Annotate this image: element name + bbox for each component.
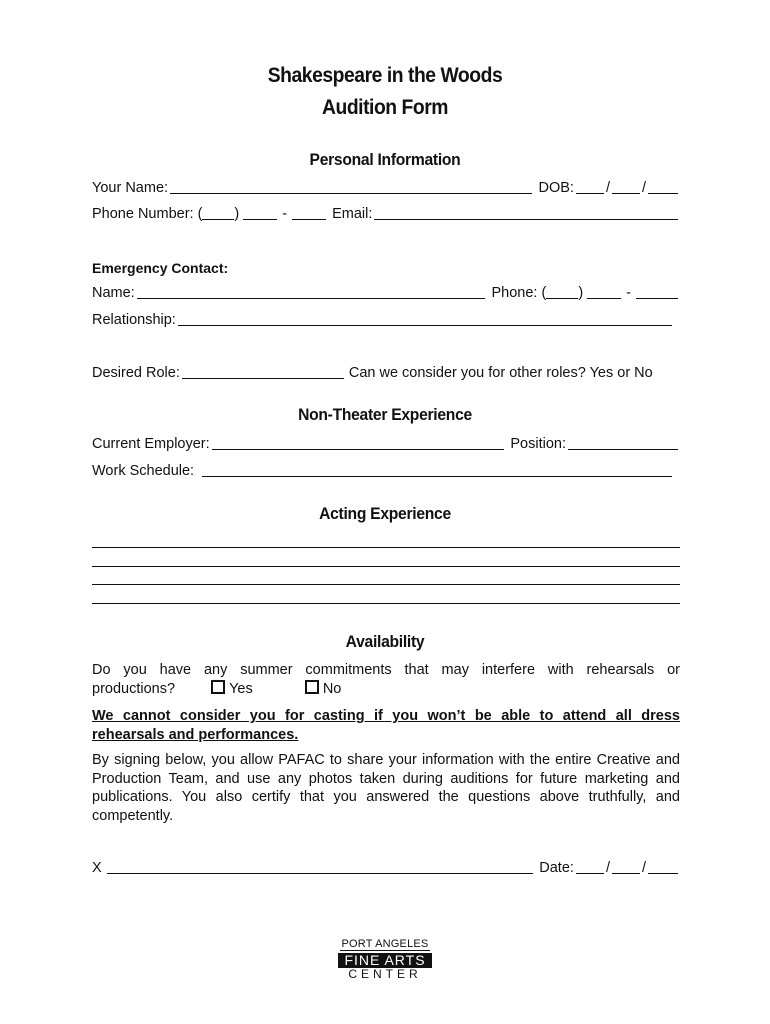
logo-line-1: PORT ANGELES xyxy=(341,938,429,950)
desired-role-field[interactable] xyxy=(182,364,344,379)
email-label: Email: xyxy=(332,206,373,222)
no-checkbox[interactable] xyxy=(305,680,319,694)
desired-role-row xyxy=(92,362,680,382)
acting-experience-heading: Acting Experience xyxy=(319,504,451,523)
availability-question xyxy=(92,661,680,698)
phone-line-field[interactable] xyxy=(292,205,326,220)
attendance-warning: We cannot consider you for casting if you won’t be able to attend all dress rehearsals and performances. xyxy=(92,708,680,743)
phone-close-paren: ) xyxy=(234,206,240,222)
non-theater-heading: Non-Theater Experience xyxy=(298,405,472,424)
phone-dash: - xyxy=(282,206,288,222)
other-roles-question: Can we consider you for other roles? Yes or No xyxy=(348,365,653,381)
emergency-phone-line-field[interactable] xyxy=(636,284,678,299)
relationship-field[interactable] xyxy=(178,311,672,326)
email-field[interactable] xyxy=(374,205,678,220)
signature-x-label: X xyxy=(92,860,102,876)
availability-question-line2-row xyxy=(92,680,680,699)
your-name-field[interactable] xyxy=(170,179,532,194)
signature-date-label: Date: xyxy=(539,860,574,876)
dob-label: DOB: xyxy=(538,180,574,196)
relationship-label: Relationship: xyxy=(92,312,176,328)
desired-role-label: Desired Role: xyxy=(92,365,180,381)
dob-year-field[interactable] xyxy=(648,179,678,194)
availability-question-line2: productions? xyxy=(92,680,176,697)
availability-heading: Availability xyxy=(345,632,425,651)
emergency-phone-label: Phone: ( xyxy=(491,285,547,301)
emergency-name-phone-row xyxy=(92,282,680,302)
work-schedule-label: Work Schedule: xyxy=(92,463,195,479)
acting-experience-line-4[interactable] xyxy=(92,603,680,604)
form-subtitle: Audition Form xyxy=(321,96,449,119)
emergency-contact-heading: Emergency Contact: xyxy=(92,260,229,276)
relationship-row xyxy=(92,309,674,329)
signature-field[interactable] xyxy=(107,859,534,874)
emergency-phone-prefix-field[interactable] xyxy=(587,284,621,299)
position-field[interactable] xyxy=(568,435,678,450)
your-name-label: Your Name: xyxy=(92,180,169,196)
dob-separator-2: / xyxy=(641,180,646,196)
acting-experience-line-3[interactable] xyxy=(92,584,680,585)
acting-experience-line-2[interactable] xyxy=(92,566,680,567)
yes-label: Yes xyxy=(229,680,253,697)
signature-date-year-field[interactable] xyxy=(648,859,678,874)
dob-day-field[interactable] xyxy=(612,179,640,194)
position-label: Position: xyxy=(510,436,566,452)
dob-separator-1: / xyxy=(605,180,610,196)
personal-info-heading: Personal Information xyxy=(309,150,461,169)
phone-area-code-field[interactable] xyxy=(202,205,234,220)
work-schedule-field[interactable] xyxy=(202,462,672,477)
employer-row xyxy=(92,433,680,453)
signature-row xyxy=(92,857,680,877)
logo-line-3: CENTER xyxy=(348,967,422,981)
employer-label: Current Employer: xyxy=(92,436,210,452)
name-dob-row xyxy=(92,177,680,197)
signature-date-day-field[interactable] xyxy=(612,859,640,874)
emergency-phone-area-field[interactable] xyxy=(546,284,578,299)
yes-checkbox[interactable] xyxy=(211,680,225,694)
port-angeles-fine-arts-center-logo xyxy=(338,934,432,981)
employer-field[interactable] xyxy=(212,435,505,450)
form-title: Shakespeare in the Woods xyxy=(267,64,503,87)
phone-email-row xyxy=(92,203,680,223)
emergency-name-field[interactable] xyxy=(137,284,486,299)
phone-number-label: Phone Number: ( xyxy=(92,206,203,222)
logo-line-2: FINE ARTS xyxy=(338,953,432,968)
signature-date-month-field[interactable] xyxy=(576,859,604,874)
emergency-phone-close: ) xyxy=(578,285,584,301)
signature-date-sep-1: / xyxy=(605,860,610,876)
consent-statement: By signing below, you allow PAFAC to share your information with the entire Creative and Production Team, and use any photos taken during auditions for future marketing and publications. You also certify that you answered the questions above truthfully, and competently. xyxy=(92,752,680,824)
dob-month-field[interactable] xyxy=(576,179,604,194)
work-schedule-row xyxy=(92,460,674,480)
phone-prefix-field[interactable] xyxy=(243,205,277,220)
emergency-name-label: Name: xyxy=(92,285,135,301)
acting-experience-line-1[interactable] xyxy=(92,547,680,548)
emergency-phone-dash: - xyxy=(626,285,631,301)
no-label: No xyxy=(322,680,342,697)
availability-question-line1: Do you have any summer commitments that may interfere with rehearsals or xyxy=(92,662,680,678)
signature-date-sep-2: / xyxy=(641,860,646,876)
